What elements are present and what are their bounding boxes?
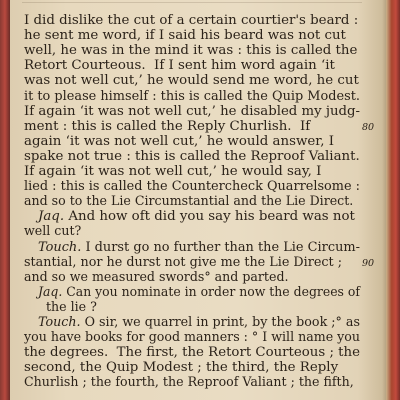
line-text: you have books for good manners : ° I will name you (24, 329, 361, 345)
line-text: If again ‘it was not well cut,’ he would say, I (24, 163, 322, 178)
line-text: Can you nominate in order now the degrees of (62, 283, 360, 299)
line-text: well, he was in the mind it was : this is called the (24, 42, 358, 58)
text-line (24, 165, 321, 178)
text-line (24, 102, 360, 118)
speaker-name: Jaq. (38, 283, 63, 299)
line-text: If again ‘it was not well cut,’ he disabled my judg- (24, 102, 360, 118)
text-line (24, 331, 360, 344)
line-text: I did dislike the cut of a certain courtier's beard : (24, 12, 359, 27)
line-text: he sent me word, if I said his beard was not cut (24, 27, 346, 43)
speaker-name: Touch. (38, 314, 81, 329)
text-line (24, 195, 353, 208)
text-line (24, 268, 289, 284)
line-text: lied : this is called the Countercheck Quarrelsome : (24, 178, 360, 194)
book-page (10, 0, 388, 400)
text-line (24, 253, 342, 269)
line-text: and so to the Lie Circumstantial and the Lie Direct. (24, 193, 354, 209)
text-line (46, 298, 97, 314)
text-line (38, 238, 360, 254)
line-text: O sir, we quarrel in print, by the book ;° as (80, 314, 360, 329)
speaker-name: Touch. (38, 238, 82, 254)
line-text: second, the Quip Modest ; the third, the Reply (24, 359, 339, 375)
line-text: Churlish ; the fourth, the Reproof Valiant ; the fifth, (24, 374, 354, 390)
text-line (24, 74, 359, 87)
speaker-name: Jaq. (38, 208, 65, 224)
text-line (24, 44, 357, 57)
line-number: 80 (362, 121, 375, 133)
book-spine-left (0, 0, 10, 400)
line-text: And how oft did you say his beard was not (64, 208, 355, 224)
line-text: well cut? (24, 223, 82, 239)
cropped-running-head (22, 0, 362, 3)
line-number: 90 (362, 257, 375, 269)
text-line (24, 147, 360, 163)
text-line (24, 180, 360, 193)
line-text: I durst go no further than the Lie Circum- (81, 238, 360, 254)
line-text: the degrees. The first, the Retort Courteous ; the (24, 344, 360, 360)
line-text: ment : this is called the Reply Churlish. If (24, 117, 311, 133)
text-line (38, 316, 360, 329)
line-text: spake not true : this is called the Reproof Valiant. (24, 147, 360, 163)
text-line (24, 29, 346, 42)
text-line (24, 14, 358, 27)
line-text: Retort Courteous. If I sent him word again ‘it (24, 57, 335, 73)
text-line (24, 376, 354, 389)
text-line (24, 346, 360, 359)
text-line (24, 87, 360, 103)
line-text: it to please himself : this is called the Quip Modest. (24, 87, 360, 103)
text-line (24, 225, 81, 238)
book-edge-right (386, 0, 400, 400)
line-text: again ‘it was not well cut,’ he would answer, I (24, 132, 334, 148)
text-line (38, 210, 355, 223)
text-line (24, 361, 338, 374)
line-text: the lie ? (46, 298, 97, 314)
line-text: and so we measured swords° and parted. (24, 268, 289, 284)
text-line (24, 59, 335, 72)
line-text: was not well cut,’ he would send me word, he cut (24, 72, 359, 88)
text-line (38, 283, 360, 299)
line-text: stantial, nor he durst not give me the Lie Direct ; (24, 253, 342, 269)
text-line (24, 132, 334, 148)
text-line (24, 117, 311, 133)
